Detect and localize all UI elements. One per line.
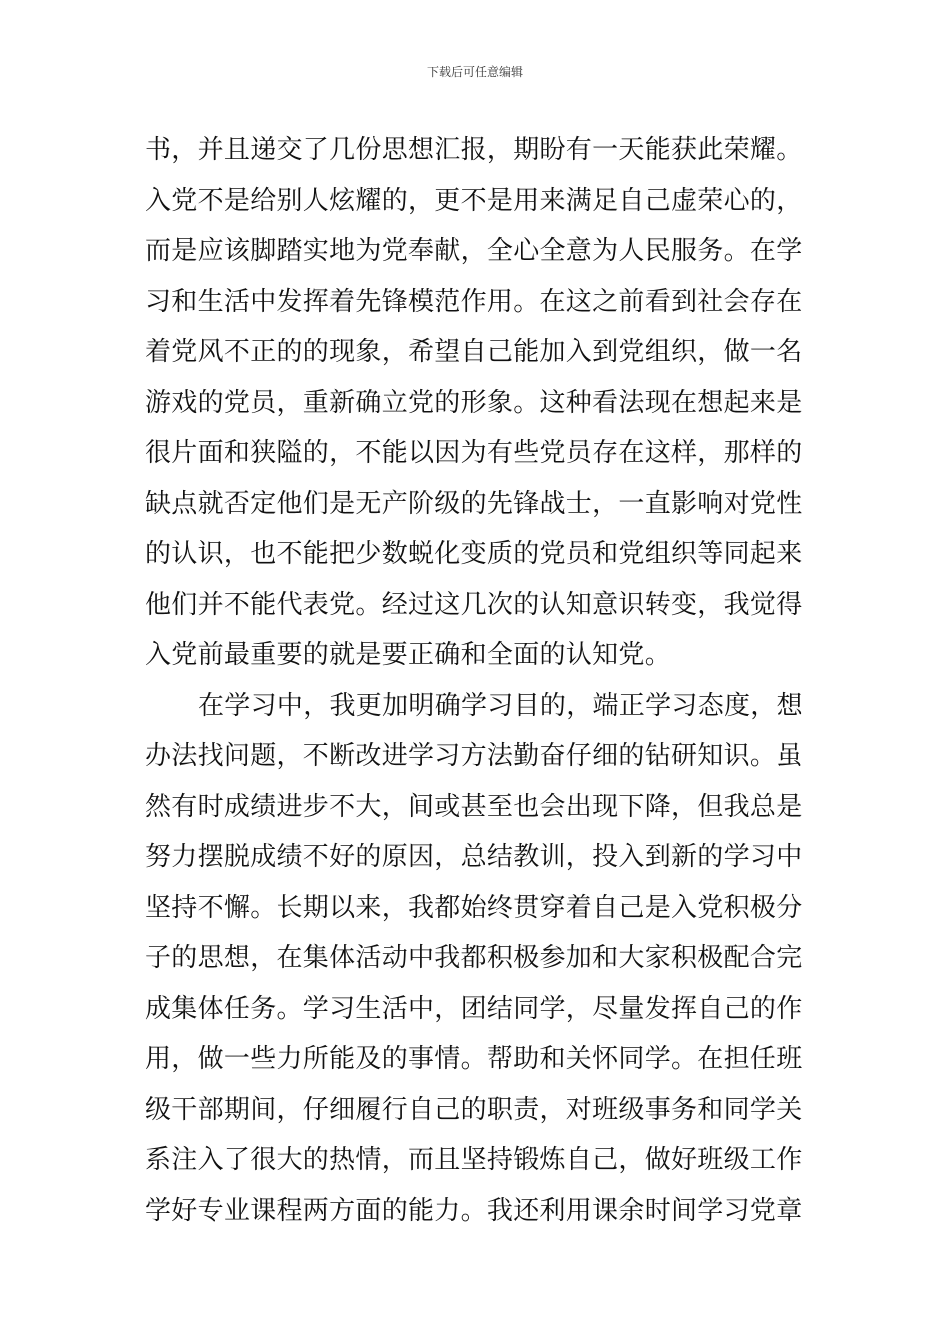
- body-text: [145, 125, 809, 1236]
- text-line: 学好专业课程两方面的能力。我还利用课余时间学习党章: [145, 1195, 803, 1226]
- text-line: 的认识，也不能把少数蜕化变质的党员和党组织等同起来: [145, 539, 803, 569]
- text-line: 书，并且递交了几份思想汇报，期盼有一天能获此荣耀。: [145, 135, 803, 165]
- text-line: 坚持不懈。长期以来，我都始终贯穿着自己是入党积极分: [145, 892, 803, 923]
- text-line: 用，做一些力所能及的事情。帮助和关怀同学。在担任班: [145, 1044, 803, 1074]
- text-line: 级干部期间，仔细履行自己的职责，对班级事务和同学关: [145, 1094, 803, 1125]
- text-line: 着党风不正的的现象，希望自己能加入到党组织，做一名: [145, 337, 803, 367]
- text-line: 入党不是给别人炫耀的，更不是用来满足自己虚荣心的，: [145, 185, 803, 216]
- text-line: 缺点就否定他们是无产阶级的先锋战士，一直影响对党性: [145, 488, 803, 519]
- paragraph-start-line: 在学习中，我更加明确学习目的，端正学习态度，想: [198, 690, 803, 721]
- text-line: 成集体任务。学习生活中，团结同学，尽量发挥自己的作: [145, 993, 803, 1024]
- text-line: 办法找问题，不断改进学习方法勤奋仔细的钻研知识。虽: [145, 741, 803, 771]
- text-line: 子的思想，在集体活动中我都积极参加和大家积极配合完: [145, 943, 803, 973]
- text-line: 很片面和狭隘的，不能以因为有些党员存在这样，那样的: [145, 438, 803, 468]
- text-line: 游戏的党员，重新确立党的形象。这种看法现在想起来是: [145, 387, 803, 418]
- text-line: 而是应该脚踏实地为党奉献，全心全意为人民服务。在学: [145, 236, 803, 266]
- text-line: 他们并不能代表党。经过这几次的认知意识转变，我觉得: [145, 589, 803, 620]
- text-line: 努力摆脱成绩不好的原因，总结教训，投入到新的学习中: [145, 842, 803, 872]
- text-line: 系注入了很大的热情，而且坚持锻炼自己，做好班级工作: [145, 1145, 803, 1175]
- text-line: 然有时成绩进步不大，间或甚至也会出现下降，但我总是: [145, 791, 803, 822]
- text-line: 入党前最重要的就是要正确和全面的认知党。: [145, 640, 672, 670]
- page-header: 下载后可任意编辑: [426, 65, 523, 79]
- text-line: 习和生活中发挥着先锋模范作用。在这之前看到社会存在: [145, 286, 803, 317]
